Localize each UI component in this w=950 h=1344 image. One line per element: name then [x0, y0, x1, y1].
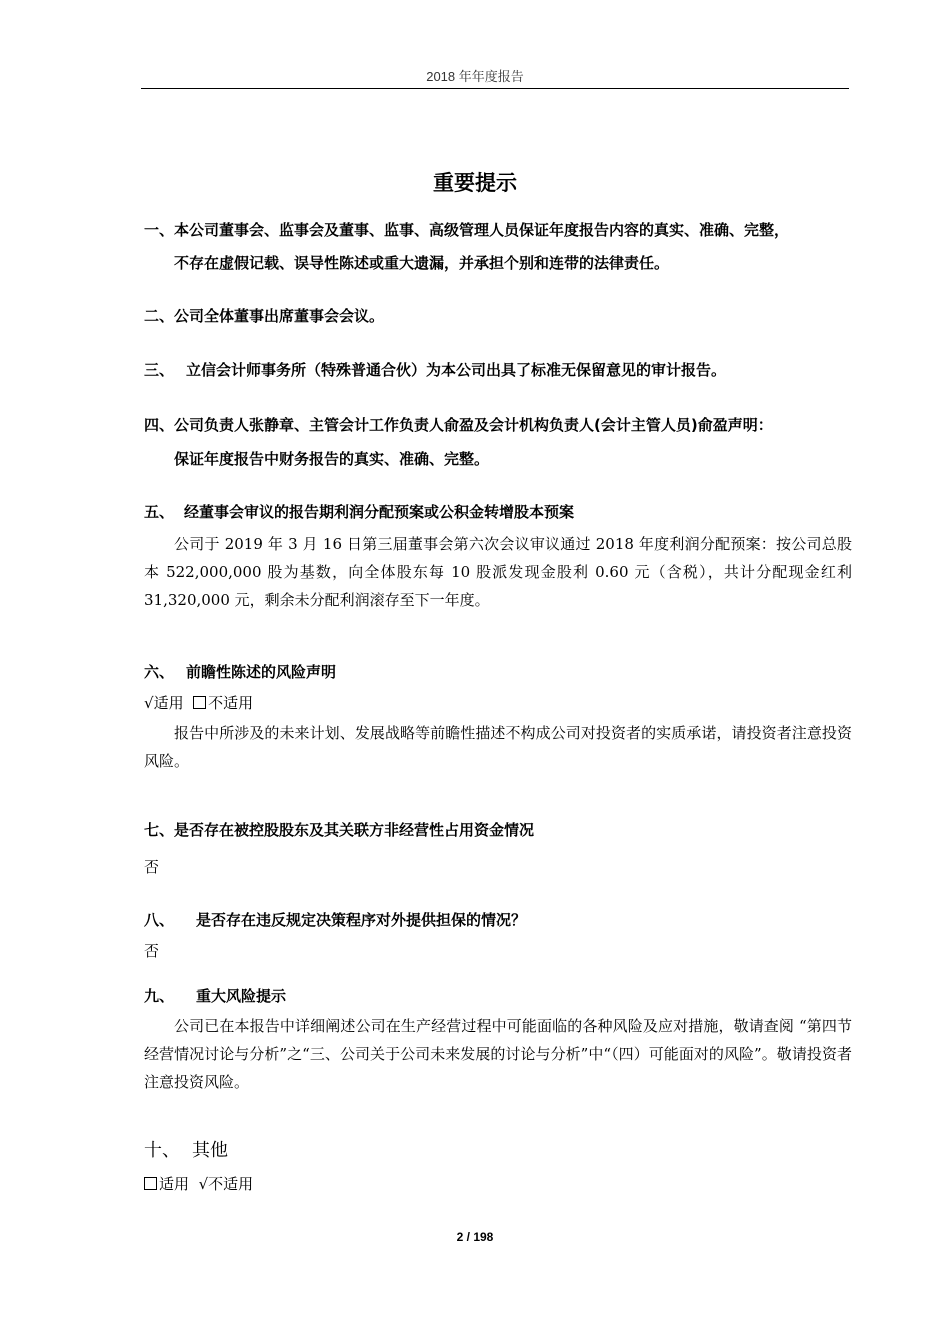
item-6-title: 前瞻性陈述的风险声明	[186, 663, 337, 681]
item-8-answer: 否	[144, 942, 160, 960]
item-5-title: 经董事会审议的报告期利润分配预案或公积金转增股本预案	[184, 503, 575, 521]
item-4-line-1: 四、公司负责人张静章、主管会计工作负责人俞盈及会计机构负责人(会计主管人员)俞盈声明：	[144, 416, 773, 434]
item-6-options	[144, 692, 253, 713]
item-1-line-1: 一、本公司董事会、监事会及董事、监事、高级管理人员保证年度报告内容的真实、准确、完整，	[144, 221, 790, 239]
checkmark-icon: √	[198, 1175, 209, 1193]
item-10-number: 十、	[144, 1140, 180, 1161]
option-applicable-label: 适用	[153, 694, 184, 712]
header-divider	[141, 88, 849, 89]
empty-checkbox-icon	[144, 1177, 157, 1190]
item-5-body: 公司于 2019 年 3 月 16 日第三届董事会第六次会议审议通过 2018 年度利润分配预案：按公司总股本 522,000,000 股为基数，向全体股东每 10 股派发现金股利 0.60 元（含税），共计分配现金红利 31,320,000 元，剩余未分配利润滚存至下一年度。	[144, 535, 852, 609]
item-5-number: 五、	[144, 503, 175, 521]
item-6-body: 报告中所涉及的未来计划、发展战略等前瞻性描述不构成公司对投资者的实质承诺，请投资者注意投资风险。	[144, 724, 852, 770]
option-applicable-label: 适用	[159, 1175, 190, 1193]
document-title: 重要提示	[433, 171, 517, 195]
page-header-title: 2018 年年度报告	[426, 69, 524, 84]
item-6-number: 六、	[144, 663, 175, 681]
page-number: 2 / 198	[456, 1230, 494, 1244]
item-2: 二、公司全体董事出席董事会会议。	[144, 307, 385, 325]
item-4-line-2: 保证年度报告中财务报告的真实、准确、完整。	[174, 450, 490, 468]
item-7: 七、是否存在被控股股东及其关联方非经营性占用资金情况	[144, 821, 535, 839]
item-8-title: 是否存在违反规定决策程序对外提供担保的情况？	[196, 911, 527, 929]
item-10-options	[144, 1173, 253, 1194]
item-7-answer: 否	[144, 858, 160, 876]
item-10-title: 其他	[192, 1140, 228, 1161]
checkmark-icon: √	[144, 694, 154, 712]
option-not-applicable-label: 不适用	[208, 1175, 254, 1193]
item-9-title: 重大风险提示	[196, 987, 287, 1005]
empty-checkbox-icon	[193, 696, 206, 709]
item-1-line-2: 不存在虚假记载、误导性陈述或重大遗漏，并承担个别和连带的法律责任。	[174, 254, 670, 272]
item-8-number: 八、	[144, 911, 175, 929]
item-3-number: 三、	[144, 361, 175, 379]
item-9-number: 九、	[144, 987, 175, 1005]
item-9-body: 公司已在本报告中详细阐述公司在生产经营过程中可能面临的各种风险及应对措施，敬请查阅 “第四节 经营情况讨论与分析”之“三、公司关于公司未来发展的讨论与分析”中“（四）可能面对的风险”。敬请投资者注意投资风险。	[144, 1017, 852, 1091]
option-not-applicable-label: 不适用	[208, 694, 254, 712]
item-3-text: 立信会计师事务所（特殊普通合伙）为本公司出具了标准无保留意见的审计报告。	[186, 361, 727, 379]
